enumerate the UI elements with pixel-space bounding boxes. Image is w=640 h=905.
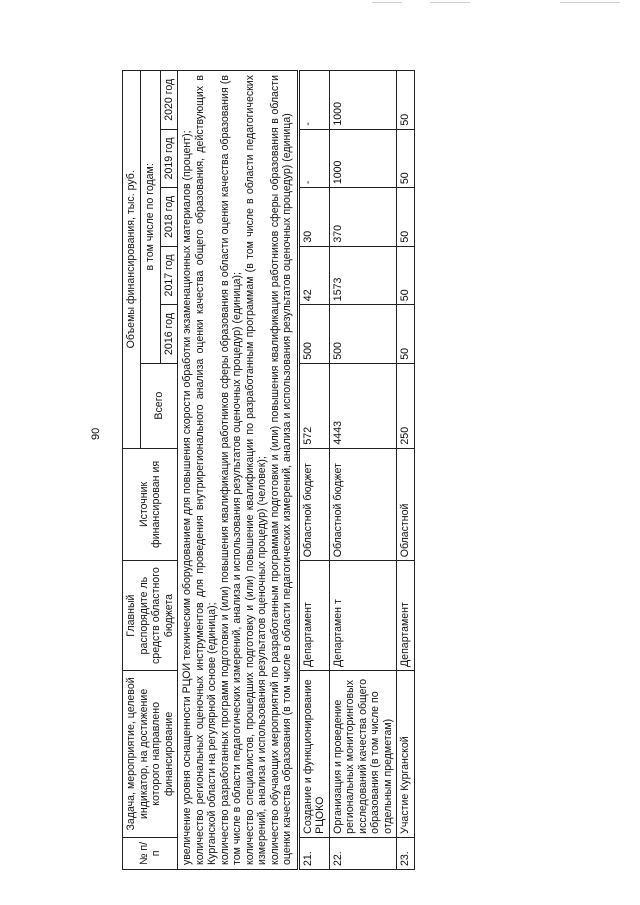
row-y2017: 1573 — [329, 246, 397, 305]
table-row — [397, 71, 415, 870]
header-year: 2019 год — [160, 129, 178, 188]
row-y2018: 30 — [298, 188, 329, 247]
row-y2018: 370 — [329, 188, 397, 247]
row-total: 4443 — [329, 363, 397, 448]
row-y2020: 50 — [397, 71, 415, 130]
scan-artifact — [560, 2, 620, 3]
page-number: 90 — [90, 427, 102, 440]
header-task: Задача, мероприятие, целевой индикатор, на достижение которого направлено финансирование — [123, 671, 178, 838]
row-y2016: 500 — [329, 305, 397, 364]
row-y2020: 1000 — [329, 71, 397, 130]
indicators-cell — [178, 71, 299, 870]
row-task: Участие Курганской — [397, 671, 415, 838]
header-by-years: в том числе по годам: — [140, 71, 160, 364]
indicator-text: количество специалистов, прошедших подготовку и (или) повышение квалификации по разработанным программам (в том числе в области педагогических измерений, анализа и использования результатов оценочных процедур) (человек); — [243, 75, 268, 865]
header-volume: Объемы финансирования, тыс. руб. — [123, 71, 141, 449]
header-manager: Главный распорядите ль средств областного бюджета — [123, 561, 178, 671]
row-y2019: 1000 — [329, 129, 397, 188]
indicator-text: количество региональных оценочных инструментов для проведения внутрирегионального анализа оценки качества общего образования, действующих в Курганской области на регулярной основе (единица); — [193, 75, 218, 865]
header-year: 2020 год — [160, 71, 178, 130]
scan-artifact — [372, 2, 402, 3]
row-source: Областной бюджет — [298, 448, 329, 561]
row-task: Организация и проведение региональных мониторинговых исследований качества общего образования (в том числе по отдельным предметам) — [329, 671, 397, 838]
scan-artifact — [430, 2, 470, 3]
row-num: 23. — [397, 837, 415, 869]
header-num: № п/п — [123, 837, 178, 869]
row-manager: Департамент — [298, 561, 329, 671]
row-total: 572 — [298, 363, 329, 448]
row-source: Областной бюджет — [329, 448, 397, 561]
row-y2017: 42 — [298, 246, 329, 305]
row-manager: Департамен т — [329, 561, 397, 671]
header-year: 2018 год — [160, 188, 178, 247]
financing-table — [122, 70, 415, 870]
header-source: Источник финансирован ия — [123, 448, 178, 561]
row-manager: Департамент — [397, 561, 415, 671]
table-row — [298, 71, 329, 870]
row-y2016: 50 — [397, 305, 415, 364]
indicator-text: количество обучающих мероприятий по разработанным программам подготовки и (или) повышения квалификации работников сферы образования в области оценки качества образования (в том числе в области педагогических измерений, анализа и использования результатов оценочных процедур) (единица) — [268, 75, 293, 865]
row-task: Создание и функционирование РЦОКО — [298, 671, 329, 838]
row-total: 250 — [397, 363, 415, 448]
row-y2019: - — [298, 129, 329, 188]
row-num: 21. — [298, 837, 329, 869]
header-year: 2016 год — [160, 305, 178, 364]
row-y2019: 50 — [397, 129, 415, 188]
row-y2017: 50 — [397, 246, 415, 305]
rotated-sheet — [122, 70, 602, 870]
indicator-text: увеличение уровня оснащенности РЦОИ техническим оборудованием для повышения скорости обработки экзаменационных материалов (процент); — [181, 130, 193, 865]
row-y2020: - — [298, 71, 329, 130]
indicator-text: количество разработанных программ подготовки и (или) повышения квалификации работников сферы образования в области оценки качества образования (в том числе в области педагогических измерений, анализа и использования результатов оценочных процедур) (единица); — [218, 75, 243, 865]
header-year: 2017 год — [160, 246, 178, 305]
row-y2018: 50 — [397, 188, 415, 247]
row-num: 22. — [329, 837, 397, 869]
header-total: Всего — [140, 363, 178, 448]
table-row — [329, 71, 397, 870]
row-source: Областной — [397, 448, 415, 561]
row-y2016: 500 — [298, 305, 329, 364]
